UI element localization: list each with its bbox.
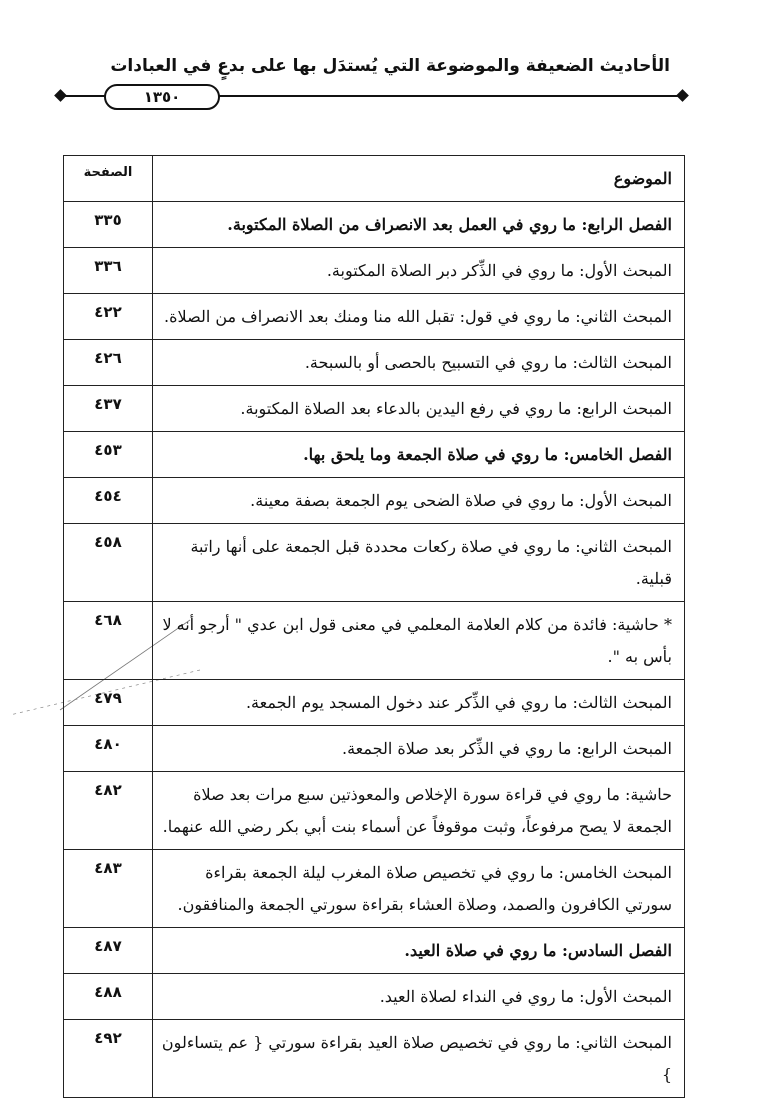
entry-subject: الفصل السادس: ما روي في صلاة العيد.	[153, 928, 685, 974]
table-row	[64, 602, 685, 680]
table-row	[64, 294, 685, 340]
table-row	[64, 478, 685, 524]
entry-subject: المبحث الخامس: ما روي في تخصيص صلاة المغرب ليلة الجمعة بقراءة سورتي الكافرون والصمد، وصلاة العشاء بقراءة سورتي الجمعة والمنافقون.	[153, 850, 685, 928]
table-row	[64, 726, 685, 772]
entry-page: ٤٨٣	[64, 850, 153, 928]
table-row	[64, 340, 685, 386]
table-row	[64, 432, 685, 478]
entry-subject: الفصل الخامس: ما روي في صلاة الجمعة وما يلحق بها.	[153, 432, 685, 478]
page-column-header: الصفحة	[64, 156, 153, 202]
table-header-row	[64, 156, 685, 202]
contents-table	[63, 155, 685, 1098]
table-row	[64, 1020, 685, 1098]
entry-subject: المبحث الرابع: ما روي في الذِّكر بعد صلاة الجمعة.	[153, 726, 685, 772]
entry-subject: المبحث الثاني: ما روي في صلاة ركعات محددة قبل الجمعة على أنها راتبة قبلية.	[153, 524, 685, 602]
table-row	[64, 202, 685, 248]
table-row	[64, 928, 685, 974]
entry-page: ٤٨٢	[64, 772, 153, 850]
table-row	[64, 248, 685, 294]
entry-page: ٤٥٣	[64, 432, 153, 478]
entry-subject: * حاشية: فائدة من كلام العلامة المعلمي في معنى قول ابن عدي " أرجو أنه لا بأس به ".	[153, 602, 685, 680]
entry-page: ٤٩٢	[64, 1020, 153, 1098]
entry-subject: المبحث الثاني: ما روي في قول: تقبل الله منا ومنك بعد الانصراف من الصلاة.	[153, 294, 685, 340]
rule-end-ornament	[676, 89, 689, 102]
entry-page: ٤٨٧	[64, 928, 153, 974]
entry-page: ٣٣٦	[64, 248, 153, 294]
table-row	[64, 680, 685, 726]
entry-page: ٤٧٩	[64, 680, 153, 726]
entry-subject: المبحث الرابع: ما روي في رفع اليدين بالدعاء بعد الصلاة المكتوبة.	[153, 386, 685, 432]
table-row	[64, 772, 685, 850]
table-row	[64, 524, 685, 602]
entry-subject: المبحث الثالث: ما روي في الذِّكر عند دخول المسجد يوم الجمعة.	[153, 680, 685, 726]
table-row	[64, 386, 685, 432]
entry-subject: المبحث الأول: ما روي في الذِّكر دبر الصلاة المكتوبة.	[153, 248, 685, 294]
entry-page: ٤٣٧	[64, 386, 153, 432]
entry-subject: المبحث الثالث: ما روي في التسبيح بالحصى أو بالسبحة.	[153, 340, 685, 386]
running-header-title: الأحاديث الضعيفة والموضوعة التي يُستدَل بها على بدعٍ في العبادات	[110, 56, 670, 76]
entry-page: ٤٢٢	[64, 294, 153, 340]
subject-column-header: الموضوع	[153, 156, 685, 202]
entry-page: ٤٨٠	[64, 726, 153, 772]
table-row	[64, 850, 685, 928]
entry-page: ٤٨٨	[64, 974, 153, 1020]
entry-page: ٣٣٥	[64, 202, 153, 248]
entry-page: ٤٢٦	[64, 340, 153, 386]
entry-subject: المبحث الثاني: ما روي في تخصيص صلاة العيد بقراءة سورتي { عم يتساءلون }	[153, 1020, 685, 1098]
entry-subject: المبحث الأول: ما روي في النداء لصلاة العيد.	[153, 974, 685, 1020]
page-number: ١٣٥٠	[104, 84, 220, 110]
entry-subject: المبحث الأول: ما روي في صلاة الضحى يوم الجمعة بصفة معينة.	[153, 478, 685, 524]
table-row	[64, 974, 685, 1020]
entry-subject: حاشية: ما روي في قراءة سورة الإخلاص والمعوذتين سبع مرات بعد صلاة الجمعة لا يصح مرفوعاً، وثبت موقوفاً عن أسماء بنت أبي بكر رضي الله عنهما.	[153, 772, 685, 850]
entry-page: ٤٥٤	[64, 478, 153, 524]
entry-page: ٤٦٨	[64, 602, 153, 680]
entry-subject: الفصل الرابع: ما روي في العمل بعد الانصراف من الصلاة المكتوبة.	[153, 202, 685, 248]
entry-page: ٤٥٨	[64, 524, 153, 602]
rule-end-ornament	[54, 89, 67, 102]
